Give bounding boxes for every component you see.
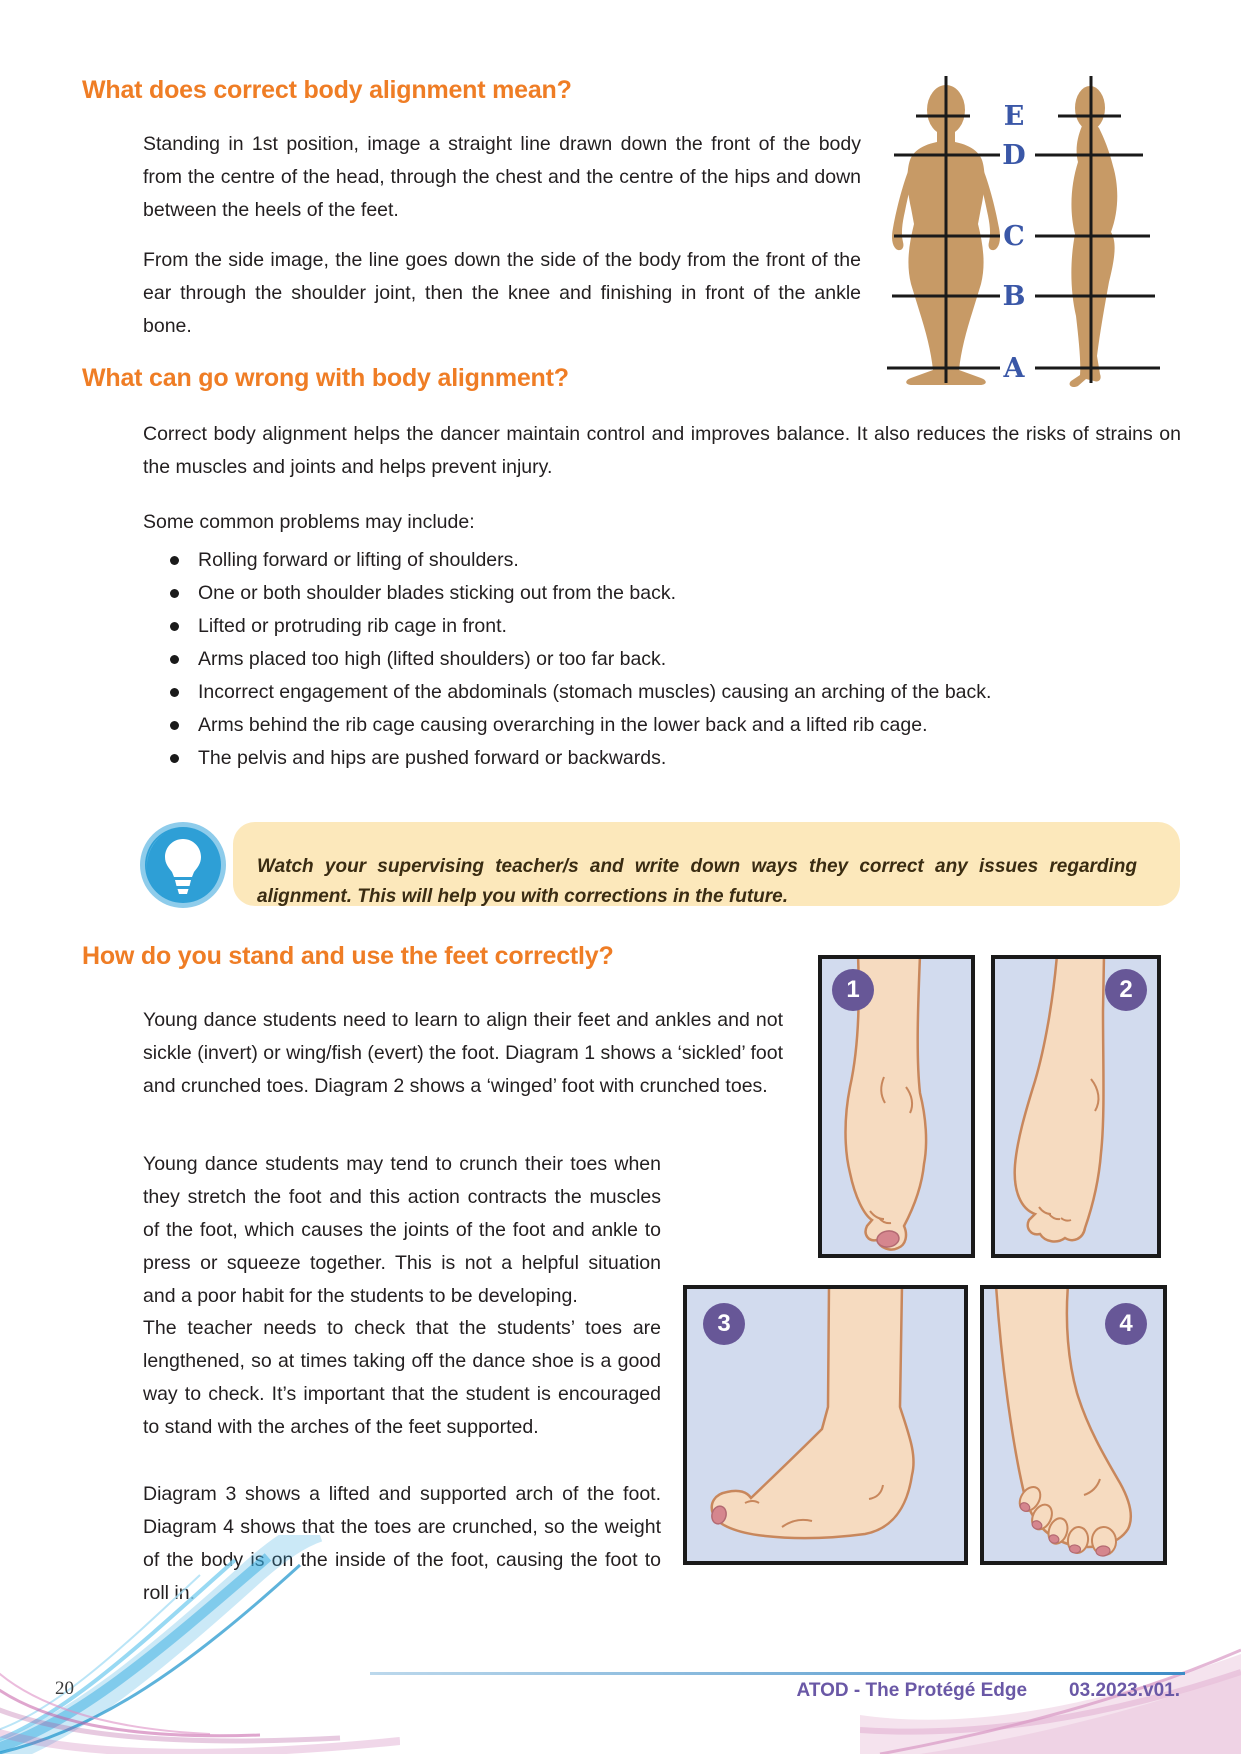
bullet-dot [170,622,179,631]
letter-D: D [1002,140,1026,171]
list-item-text: The pelvis and hips are pushed forward or backwards. [198,747,667,769]
letter-C: C [1003,221,1025,252]
list-item [143,610,1181,643]
list-item [143,544,1181,577]
section3-paragraph-3: The teacher needs to check that the students’ toes are lengthened, so at times taking off the dance shoe is a good way to check. It’s important that the student is encouraged to stand with the arches of the feet supported. [143,1317,661,1438]
footer-brand: ATOD - The Protégé Edge [796,1680,1028,1701]
section1-heading: What does correct body alignment mean? [82,76,572,104]
bullet-dot [170,754,179,763]
list-item [143,643,1181,676]
letter-E: E [1003,101,1025,132]
bullet-dot [170,556,179,565]
diagram-badge-3: 3 [703,1303,745,1345]
foot-diagram-3 [683,1285,968,1565]
section1-paragraph-1: Standing in 1st position, image a straight line drawn down the front of the body from the centre of the head, through the chest and the centre of the hips and down between the heels of the feet. [143,133,861,221]
list-item [143,709,1181,742]
lightbulb-icon [139,821,227,909]
section3-paragraph-2: Young dance students may tend to crunch their toes when they stretch the foot and this action contracts the muscles of the foot, which causes the joints of the foot and ankle to press or squeeze together. This is not a helpful situation and a poor habit for the students to be developing. [143,1153,661,1307]
section3-heading: How do you stand and use the feet correctly? [82,942,614,970]
letter-A: A [1003,353,1025,384]
list-item-text: Rolling forward or lifting of shoulders. [198,549,519,571]
footer-rule [370,1672,1185,1675]
section1-paragraph-2: From the side image, the line goes down the side of the body from the front of the ear through the shoulder joint, then the knee and finishing in front of the ankle bone. [143,249,861,337]
section3-paragraph-1: Young dance students need to learn to align their feet and ankles and not sickle (invert) or wing/fish (evert) the foot. Diagram 1 shows a ‘sickled’ foot and crunched toes. Diagram 2 shows a ‘winged’ foot with crunched toes. [143,1009,783,1097]
foot-diagram-2 [991,955,1161,1258]
list-item-text: One or both shoulder blades sticking out from the back. [198,582,677,604]
list-item-text: Incorrect engagement of the abdominals (stomach muscles) causing an arching of the back. [198,681,992,703]
footer [0,1680,1180,1702]
list-item-text: Arms behind the rib cage causing overarching in the lower back and a lifted rib cage. [198,714,928,736]
bullet-dot [170,721,179,730]
bullet-dot [170,655,179,664]
page-number: 20 [55,1678,74,1699]
foot-diagram-1 [818,955,975,1258]
diagram-badge-2: 2 [1105,969,1147,1011]
foot-diagram-4 [980,1285,1167,1565]
problems-list [143,544,1181,775]
alignment-letters [1002,101,1025,384]
footer-version: 03.2023.v01. [1069,1680,1180,1701]
body-alignment-figure [878,48,1170,396]
section3-paragraph-4: Diagram 3 shows a lifted and supported arch of the foot. Diagram 4 shows that the toes are crunched, so the weight of the body is on the inside of the foot, causing the foot to roll in. [143,1483,661,1604]
list-item-text: Lifted or protruding rib cage in front. [198,615,507,637]
section2-paragraph: Correct body alignment helps the dancer maintain control and improves balance. It also reduces the risks of strains on the muscles and joints and helps prevent injury. [143,423,1181,478]
wave-decoration-left [0,1535,400,1754]
bullet-dot [170,589,179,598]
letter-B: B [1002,281,1026,312]
bullet-dot [170,688,179,697]
diagram-badge-4: 4 [1105,1303,1147,1345]
list-item-text: Arms placed too high (lifted shoulders) or too far back. [198,648,667,670]
list-item [143,742,1181,775]
diagram-badge-1: 1 [832,969,874,1011]
list-intro: Some common problems may include: [143,511,475,533]
tip-callout-text: Watch your supervising teacher/s and write down ways they correct any issues regarding alignment. This will help you with corrections in the future. [257,856,1137,907]
list-item [143,676,1181,709]
list-item [143,577,1181,610]
section2-heading: What can go wrong with body alignment? [82,364,569,392]
